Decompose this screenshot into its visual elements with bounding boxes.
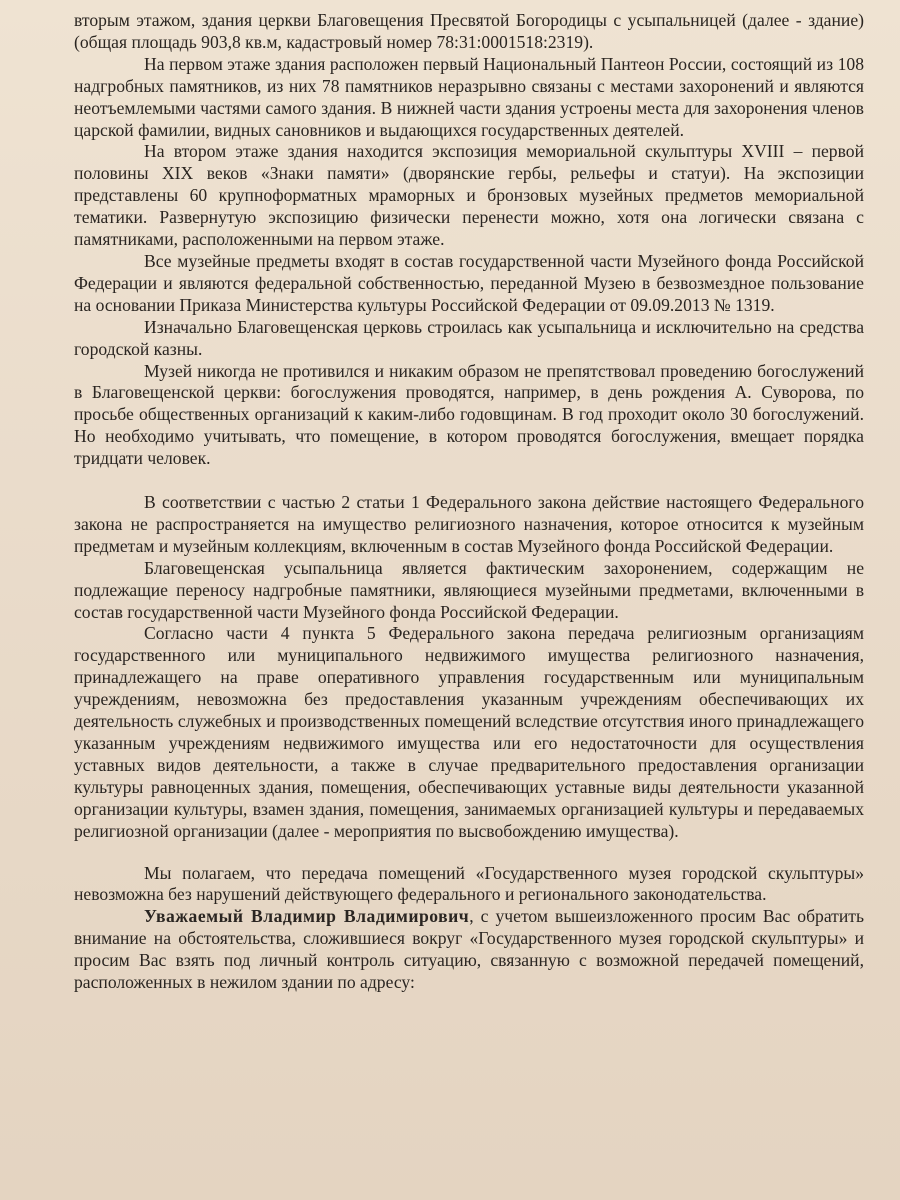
paragraph-tomb-status: Благовещенская усыпальница является фактическим захоронением, содержащим не подлежащие переносу надгробные памятники, являющиеся музейными предметами, включенными в состав государственной части Музейного фонда Российской Федерации. — [74, 557, 864, 622]
paragraph-building-area: вторым этажом, здания церкви Благовещения Пресвятой Богородицы с усыпальницей (далее - здание) (общая площадь 903,8 кв.м, кадастровый номер 78:31:0001518:2319). — [74, 10, 864, 52]
addressee-name: Уважаемый Владимир Владимирович — [144, 906, 470, 927]
paragraph-second-floor-exposition: На втором этаже здания находится экспозиция мемориальной скульптуры XVIII – первой половины XIX веков «Знаки памяти» (дворянские гербы, рельефы и статуи). На экспозиции представлены 60 крупноформатных мраморных и бронзовых музейных предметов мемориальной тематики. Развернутую экспозицию физически перенести можно, хотя она логически связана с памятниками, расположенными на первом этаже. — [74, 141, 864, 250]
appeal-text: , с учетом вышеизложенного просим Вас обратить внимание на обстоятельства, сложившиеся вокруг «Государственного музея городской скульптуры» и просим Вас взять под личный контроль ситуацию, связанную с возможной передачей помещений, расположенных в нежилом здании по адресу: — [74, 906, 864, 993]
paragraph-church-origin: Изначально Благовещенская церковь строилась как усыпальница и исключительно на средства городской казны. — [74, 316, 864, 359]
paragraph-appeal — [74, 906, 864, 994]
paragraph-first-floor-pantheon: На первом этаже здания расположен первый Национальный Пантеон России, состоящий из 108 надгробных памятников, из них 78 памятников неразрывно связаны с местами захоронений и являются неотъемлемыми частями самого здания. В нижней части здания устроены места для захоронения членов царской фамилии, видных сановников и выдающихся государственных деятелей. — [74, 53, 864, 140]
paragraph-our-position: Мы полагаем, что передача помещений «Государственного музея городской скульптуры» невозможна без нарушений действующего федерального и регионального законодательства. — [74, 862, 864, 905]
paragraph-services: Музей никогда не противился и никаким образом не препятствовал проведению богослужений в Благовещенской церкви: богослужения проводятся, например, в день рождения А. Суворова, по просьбе общественных организаций к каким-либо годовщинам. В год проходит около 30 богослужений. Но необходимо учитывать, что помещение, в котором проводятся богослужения, вмещает порядка тридцати человек. — [74, 360, 864, 469]
paragraph-transfer-conditions: Согласно части 4 пункта 5 Федерального закона передача религиозным организациям государственного или муниципального недвижимого имущества религиозного назначения, принадлежащего на праве оперативного управления государственным или муниципальным учреждениям, невозможна без предоставления указанным учреждениям обеспечивающих их деятельность служебных и производственных помещений вследствие отсутствия иного принадлежащего указанным учреждениям недвижимого имущества или его недостаточности для осуществления уставных видов деятельности, а также в случае предварительного предоставления организации культуры равноценных здания, помещения, обеспечивающих уставные виды деятельности указанной организации культуры, взамен здания, помещения, занимаемых организацией культуры и передаваемых религиозной организации (далее - мероприятия по высвобождению имущества). — [74, 623, 864, 841]
paragraph-museum-objects: Все музейные предметы входят в состав государственной части Музейного фонда Российской Федерации и являются федеральной собственностью, переданной Музею в безвозмездное пользование на основании Приказа Министерства культуры Российской Федерации от 09.09.2013 № 1319. — [74, 250, 864, 315]
paragraph-federal-law-article: В соответствии с частью 2 статьи 1 Федерального закона действие настоящего Федерального закона не распространяется на имущество религиозного назначения, которое относится к музейным предметам и музейным коллекциям, включенным в состав Музейного фонда Российской Федерации. — [74, 492, 864, 556]
